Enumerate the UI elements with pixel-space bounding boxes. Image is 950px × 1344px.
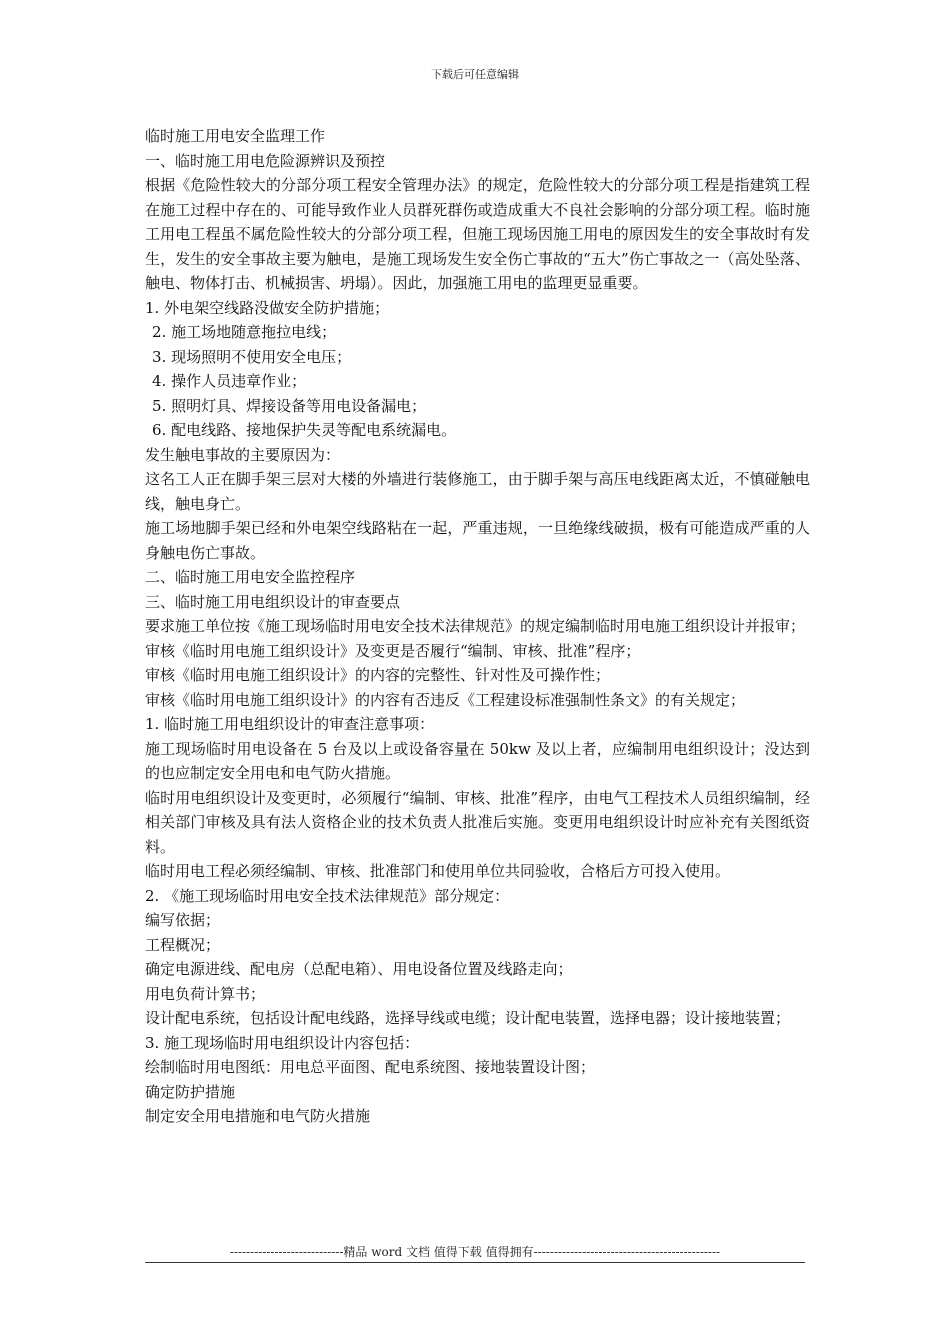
list-item: 工程概况； [145, 935, 221, 954]
paragraph: 审核《临时用电施工组织设计》及变更是否履行“编制、审核、批准”程序； [145, 641, 641, 660]
section-heading: 一、临时施工用电危险源辨识及预控 [145, 151, 386, 170]
list-item: 3. 现场照明不使用安全电压； [152, 347, 352, 366]
list-item: 4. 操作人员违章作业； [152, 372, 307, 390]
subsection-heading: 2. 《施工现场临时用电安全技术法律规范》部分规定： [145, 886, 510, 905]
list-item: 2. 施工场地随意拖拉电线； [152, 323, 337, 341]
paragraph: 临时用电工程必须经编制、审核、批准部门和使用单位共同验收，合格后方可投入使用。 [145, 862, 731, 880]
subsection-heading: 1. 临时施工用电组织设计的审查注意事项： [145, 715, 435, 733]
paragraph: 审核《临时用电施工组织设计》的内容有否违反《工程建设标准强制性条文》的有关规定； [145, 690, 746, 709]
paragraph: 审核《临时用电施工组织设计》的内容的完整性、针对性及可操作性； [145, 666, 611, 684]
list-item: 6. 配电线路、接地保护失灵等配电系统漏电。 [152, 421, 457, 439]
list-item: 用电负荷计算书； [145, 984, 266, 1003]
paragraph: 这名工人正在脚手架三层对大楼的外墙进行装修施工，由于脚手架与高压电线距离太近，不慎碰触电线，触电身亡。 [145, 470, 810, 513]
document-title: 临时施工用电安全监理工作 [145, 127, 326, 145]
subsection-heading: 3. 施工现场临时用电组织设计内容包括： [145, 1033, 420, 1052]
section-heading: 三、临时施工用电组织设计的审查要点 [145, 592, 401, 611]
list-item: 制定安全用电措施和电气防火措施 [145, 1107, 371, 1125]
paragraph: 临时用电组织设计及变更时，必须履行“编制、审核、批准”程序，由电气工程技术人员组织编制，经相关部门审核及具有法人资格企业的技术负责人批准后实施。变更用电组织设计时应补充有关图纸资料。 [145, 788, 810, 856]
list-item: 绘制临时用电图纸：用电总平面图、配电系统图、接地装置设计图； [145, 1058, 596, 1076]
page-header: 下载后可任意编辑 [431, 68, 519, 81]
paragraph: 施工场地脚手架已经和外电架空线路粘在一起，严重违规，一旦绝缘线破损，极有可能造成严重的人身触电伤亡事故。 [145, 519, 810, 562]
list-item: 确定电源进线、配电房（总配电箱）、用电设备位置及线路走向； [145, 960, 573, 978]
page-footer: ----------------------------精品 word 文档 值得下载 值得拥有---------------------------------------------- [229, 1245, 721, 1259]
list-item: 确定防护措施 [145, 1082, 236, 1101]
list-item: 设计配电系统，包括设计配电线路，选择导线或电缆；设计配电装置，选择电器；设计接地装置； [145, 1009, 791, 1027]
list-item: 5. 照明灯具、焊接设备等用电设备漏电； [152, 396, 427, 415]
list-item: 编写依据； [145, 911, 221, 929]
list-item: 1. 外电架空线路没做安全防护措施； [145, 298, 390, 317]
document-body [145, 124, 810, 1129]
section-heading: 二、临时施工用电安全监控程序 [145, 568, 356, 586]
paragraph: 发生触电事故的主要原因为： [145, 445, 341, 464]
paragraph: 根据《危险性较大的分部分项工程安全管理办法》的规定，危险性较大的分部分项工程是指建筑工程在施工过程中存在的、可能导致作业人员群死群伤或造成重大不良社会影响的分部分项工程。临时施工用电工程虽不属危险性较大的分部分项工程，但施工现场因施工用电的原因发生的安全事故时有发生，发生的安全事故主要为触电，是施工现场发生安全伤亡事故的“五大”伤亡事故之一（高处坠落、触电、物体打击、机械损害、坍塌）。因此，加强施工用电的监理更显重要。 [145, 176, 810, 292]
paragraph: 施工现场临时用电设备在 5 台及以上或设备容量在 50kw 及以上者，应编制用电组织设计；没达到的也应制定安全用电和电气防火措施。 [145, 739, 810, 782]
footer-divider [145, 1262, 805, 1263]
paragraph: 要求施工单位按《施工现场临时用电安全技术法律规范》的规定编制临时用电施工组织设计并报审； [145, 617, 806, 635]
